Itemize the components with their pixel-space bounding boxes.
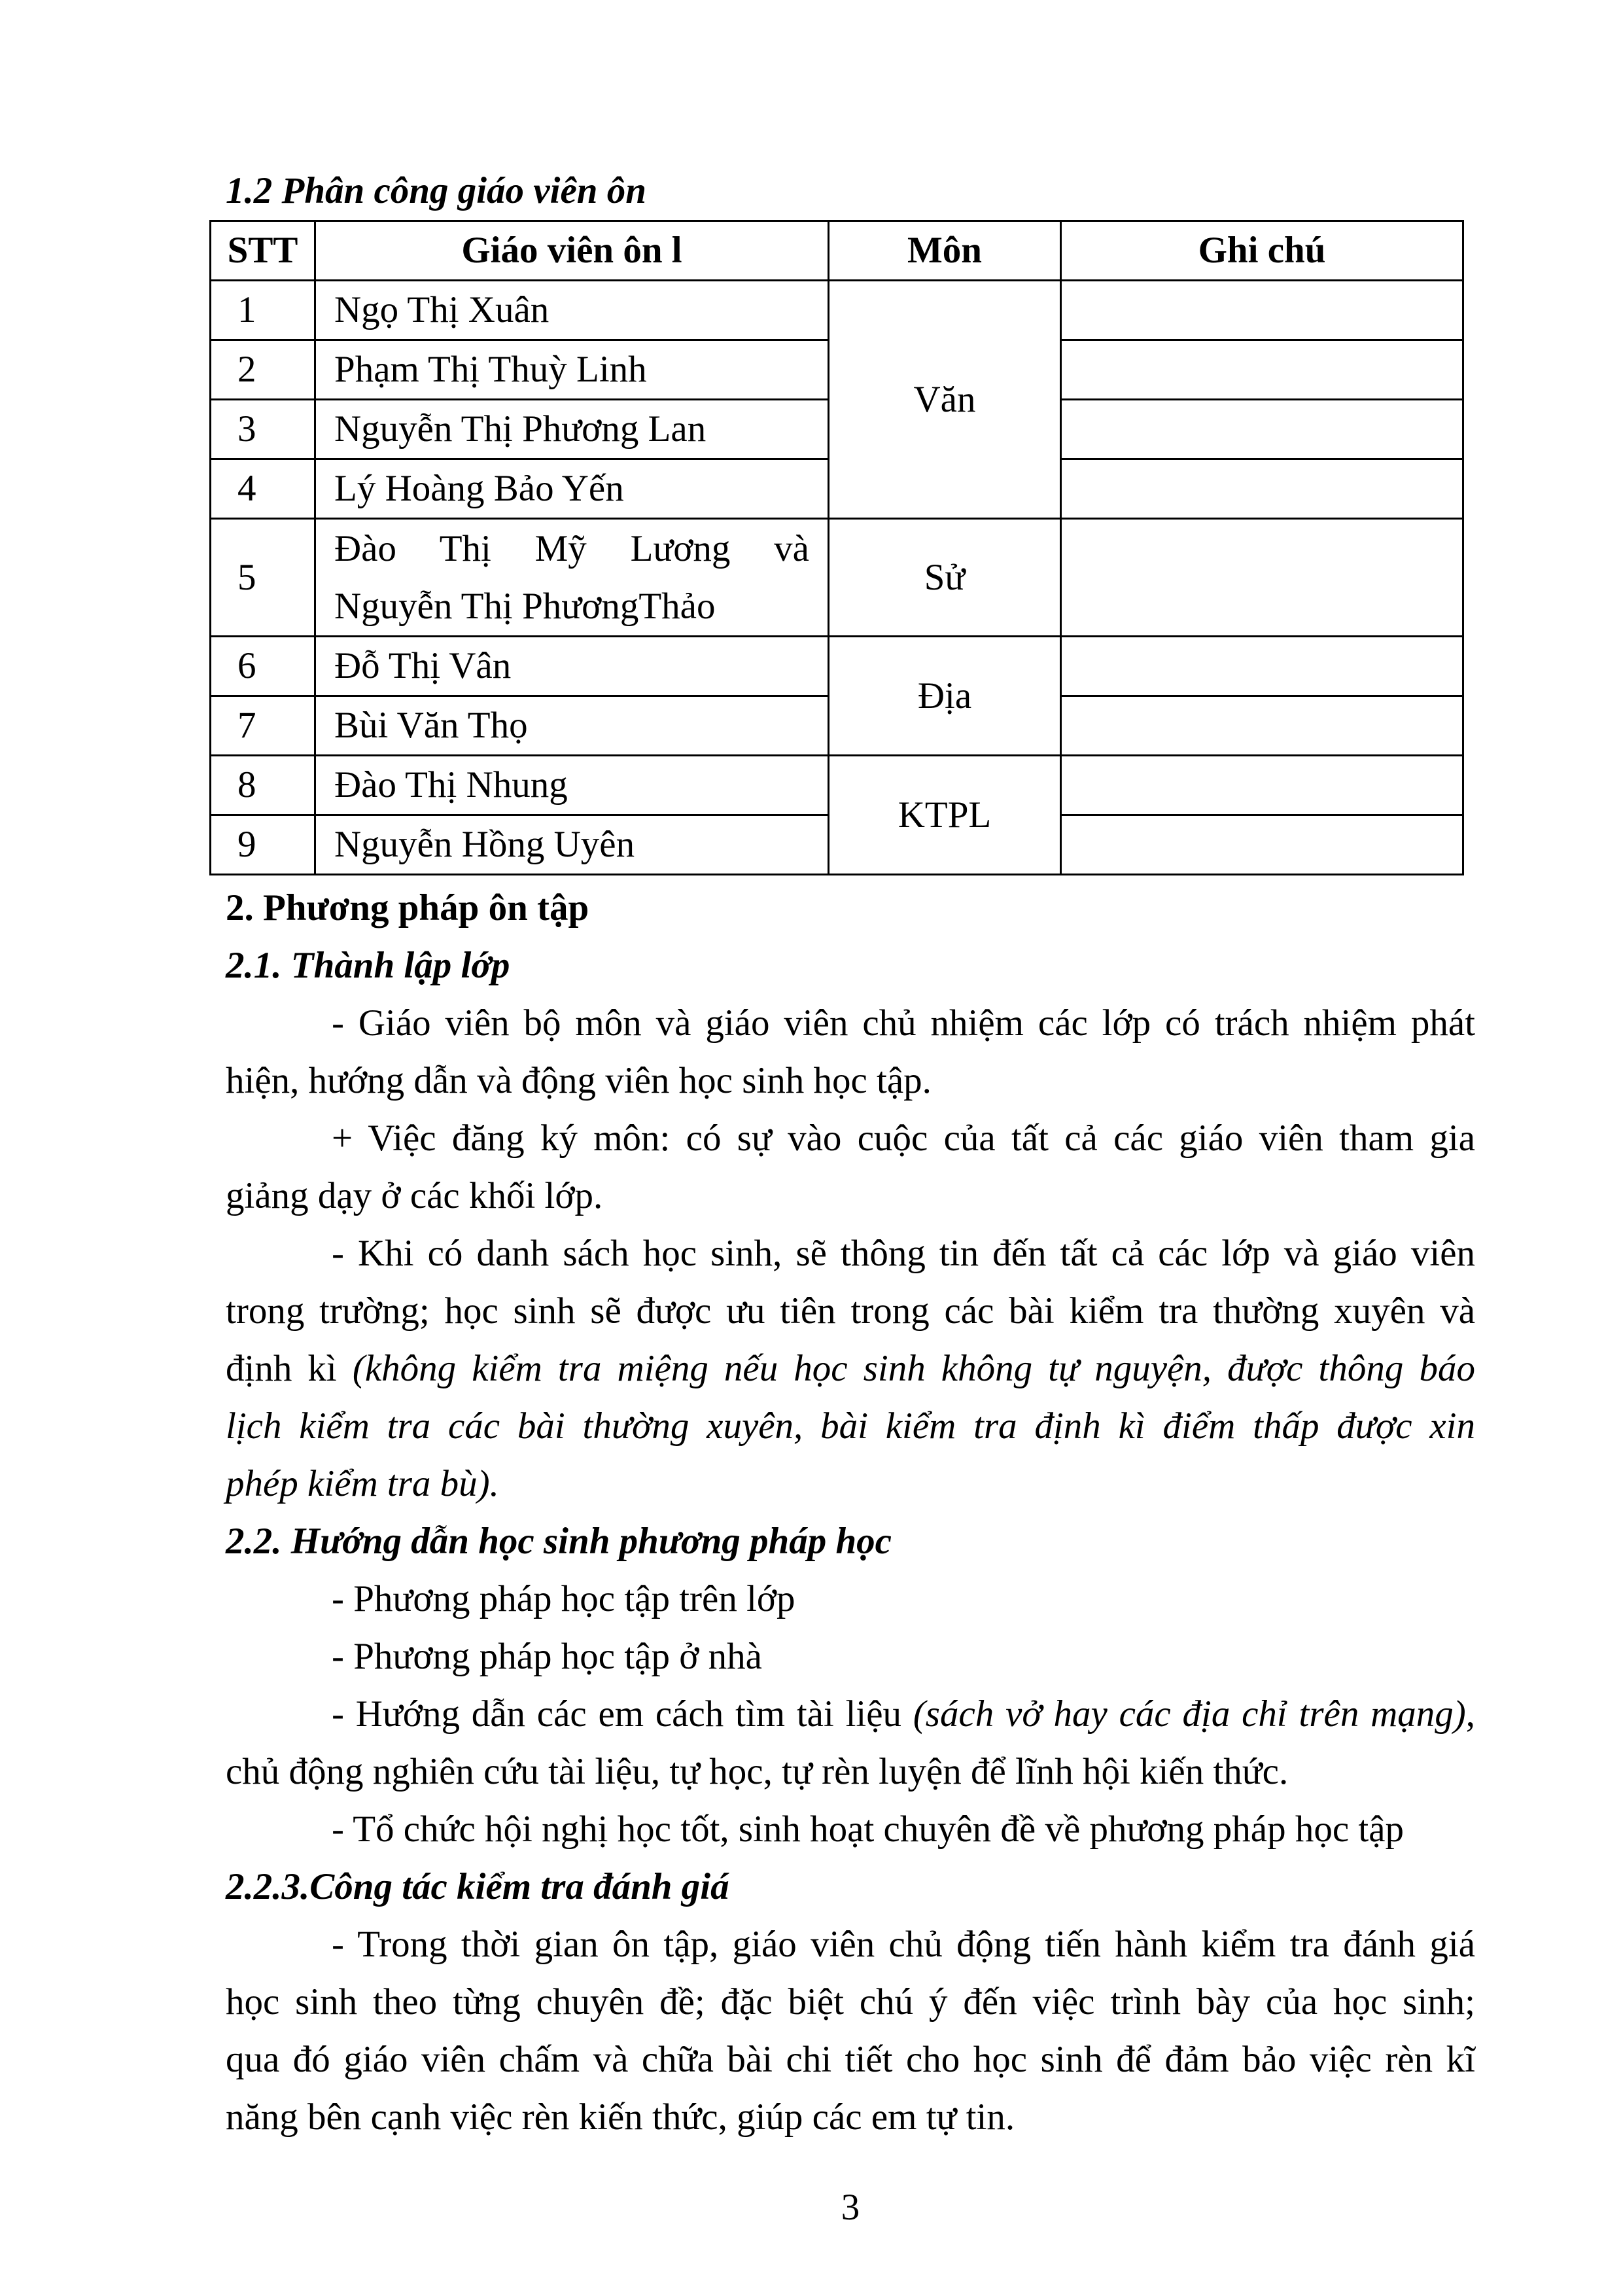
paragraph-line: hiện, hướng dẫn và động viên học sinh học tập. bbox=[226, 1060, 932, 1101]
bullet-line bbox=[226, 1686, 1475, 1743]
paragraph-text: - Hướng dẫn các em cách tìm tài liệu bbox=[332, 1693, 913, 1735]
paragraph-line: học sinh theo từng chuyên đề; đặc biệt chú ý đến việc trình bày của học sinh; bbox=[226, 1981, 1475, 2022]
teacher-name-line: Nguyễn Thị PhươngThảo bbox=[334, 585, 716, 627]
paragraph-line: - Trong thời gian ôn tập, giáo viên chủ động tiến hành kiểm tra đánh giá bbox=[332, 1924, 1475, 1965]
note-cell bbox=[1061, 696, 1463, 756]
teacher-cell: Nguyễn Hồng Uyên bbox=[315, 815, 829, 875]
header-subject: Môn bbox=[829, 221, 1061, 281]
teacher-cell: Đỗ Thị Vân bbox=[315, 637, 829, 696]
paragraph-line bbox=[226, 1340, 1475, 1398]
paragraph-line: + Việc đăng ký môn: có sự vào cuộc của tất cả các giáo viên tham gia bbox=[332, 1118, 1475, 1159]
note-cell bbox=[1061, 400, 1463, 459]
table-row bbox=[211, 281, 1463, 340]
bullet-line: - Phương pháp học tập trên lớp bbox=[332, 1578, 795, 1619]
paragraph-line: lịch kiểm tra các bài thường xuyên, bài kiểm tra định kì điểm thấp được xin bbox=[226, 1405, 1475, 1447]
note-cell bbox=[1061, 340, 1463, 400]
paragraph-text-italic: (không kiểm tra miệng nếu học sinh không tự nguyện, được thông báo bbox=[352, 1348, 1475, 1389]
paragraph-text: định kì bbox=[226, 1348, 353, 1389]
stt-cell: 5 bbox=[211, 519, 315, 637]
note-cell bbox=[1061, 815, 1463, 875]
teacher-name-line: Đào Thị Mỹ Lương và bbox=[334, 527, 809, 569]
note-cell bbox=[1061, 637, 1463, 696]
paragraph-line: trong trường; học sinh sẽ được ưu tiên trong các bài kiểm tra thường xuyên và bbox=[226, 1290, 1475, 1332]
header-note: Ghi chú bbox=[1061, 221, 1463, 281]
subject-cell: Địa bbox=[829, 637, 1061, 756]
stt-cell: 4 bbox=[211, 459, 315, 519]
table-row bbox=[211, 637, 1463, 696]
header-stt: STT bbox=[211, 221, 315, 281]
header-teacher: Giáo viên ôn l bbox=[315, 221, 829, 281]
paragraph-line: năng bên cạnh việc rèn kiến thức, giúp các em tự tin. bbox=[226, 2096, 1015, 2138]
teacher-cell: Nguyễn Thị Phương Lan bbox=[315, 400, 829, 459]
stt-cell: 9 bbox=[211, 815, 315, 875]
section-title-1-2: 1.2 Phân công giáo viên ôn bbox=[226, 170, 646, 211]
note-cell bbox=[1061, 756, 1463, 815]
table-row bbox=[211, 519, 1463, 637]
subject-cell: KTPL bbox=[829, 756, 1061, 875]
teacher-cell: Bùi Văn Thọ bbox=[315, 696, 829, 756]
section-heading-2: 2. Phương pháp ôn tập bbox=[226, 887, 589, 928]
teacher-cell bbox=[315, 519, 829, 637]
paragraph-text: , bbox=[1465, 1693, 1476, 1735]
paragraph-line: - Giáo viên bộ môn và giáo viên chủ nhiệm các lớp có trách nhiệm phát bbox=[332, 1002, 1475, 1044]
section-heading-2-2-3: 2.2.3.Công tác kiểm tra đánh giá bbox=[226, 1866, 729, 1907]
paragraph-line: phép kiểm tra bù). bbox=[226, 1463, 499, 1504]
paragraph-text-italic: (sách vở hay các địa chỉ trên mạng) bbox=[913, 1693, 1466, 1735]
teacher-cell: Lý Hoàng Bảo Yến bbox=[315, 459, 829, 519]
stt-cell: 8 bbox=[211, 756, 315, 815]
bullet-line: - Phương pháp học tập ở nhà bbox=[332, 1636, 762, 1677]
section-heading-2-1: 2.1. Thành lập lớp bbox=[226, 945, 510, 986]
stt-cell: 3 bbox=[211, 400, 315, 459]
stt-cell: 2 bbox=[211, 340, 315, 400]
note-cell bbox=[1061, 459, 1463, 519]
paragraph-line: chủ động nghiên cứu tài liệu, tự học, tự rèn luyện để lĩnh hội kiến thức. bbox=[226, 1751, 1289, 1792]
section-heading-2-2: 2.2. Hướng dẫn học sinh phương pháp học bbox=[226, 1521, 892, 1562]
paragraph-line: giảng dạy ở các khối lớp. bbox=[226, 1175, 603, 1216]
teacher-cell: Đào Thị Nhung bbox=[315, 756, 829, 815]
note-cell bbox=[1061, 519, 1463, 637]
stt-cell: 6 bbox=[211, 637, 315, 696]
table-header-row bbox=[211, 221, 1463, 281]
note-cell bbox=[1061, 281, 1463, 340]
page-number: 3 bbox=[841, 2187, 860, 2228]
teacher-assignment-table bbox=[209, 220, 1464, 875]
paragraph-line: qua đó giáo viên chấm và chữa bài chi tiết cho học sinh để đảm bảo việc rèn kĩ bbox=[226, 2039, 1475, 2080]
teacher-cell: Ngọ Thị Xuân bbox=[315, 281, 829, 340]
table-row bbox=[211, 756, 1463, 815]
subject-cell: Văn bbox=[829, 281, 1061, 519]
paragraph-line: - Khi có danh sách học sinh, sẽ thông tin đến tất cả các lớp và giáo viên bbox=[332, 1233, 1475, 1274]
stt-cell: 1 bbox=[211, 281, 315, 340]
bullet-line: - Tổ chức hội nghị học tốt, sinh hoạt chuyên đề về phương pháp học tập bbox=[332, 1809, 1405, 1850]
stt-cell: 7 bbox=[211, 696, 315, 756]
subject-cell: Sử bbox=[829, 519, 1061, 637]
teacher-cell: Phạm Thị Thuỳ Linh bbox=[315, 340, 829, 400]
